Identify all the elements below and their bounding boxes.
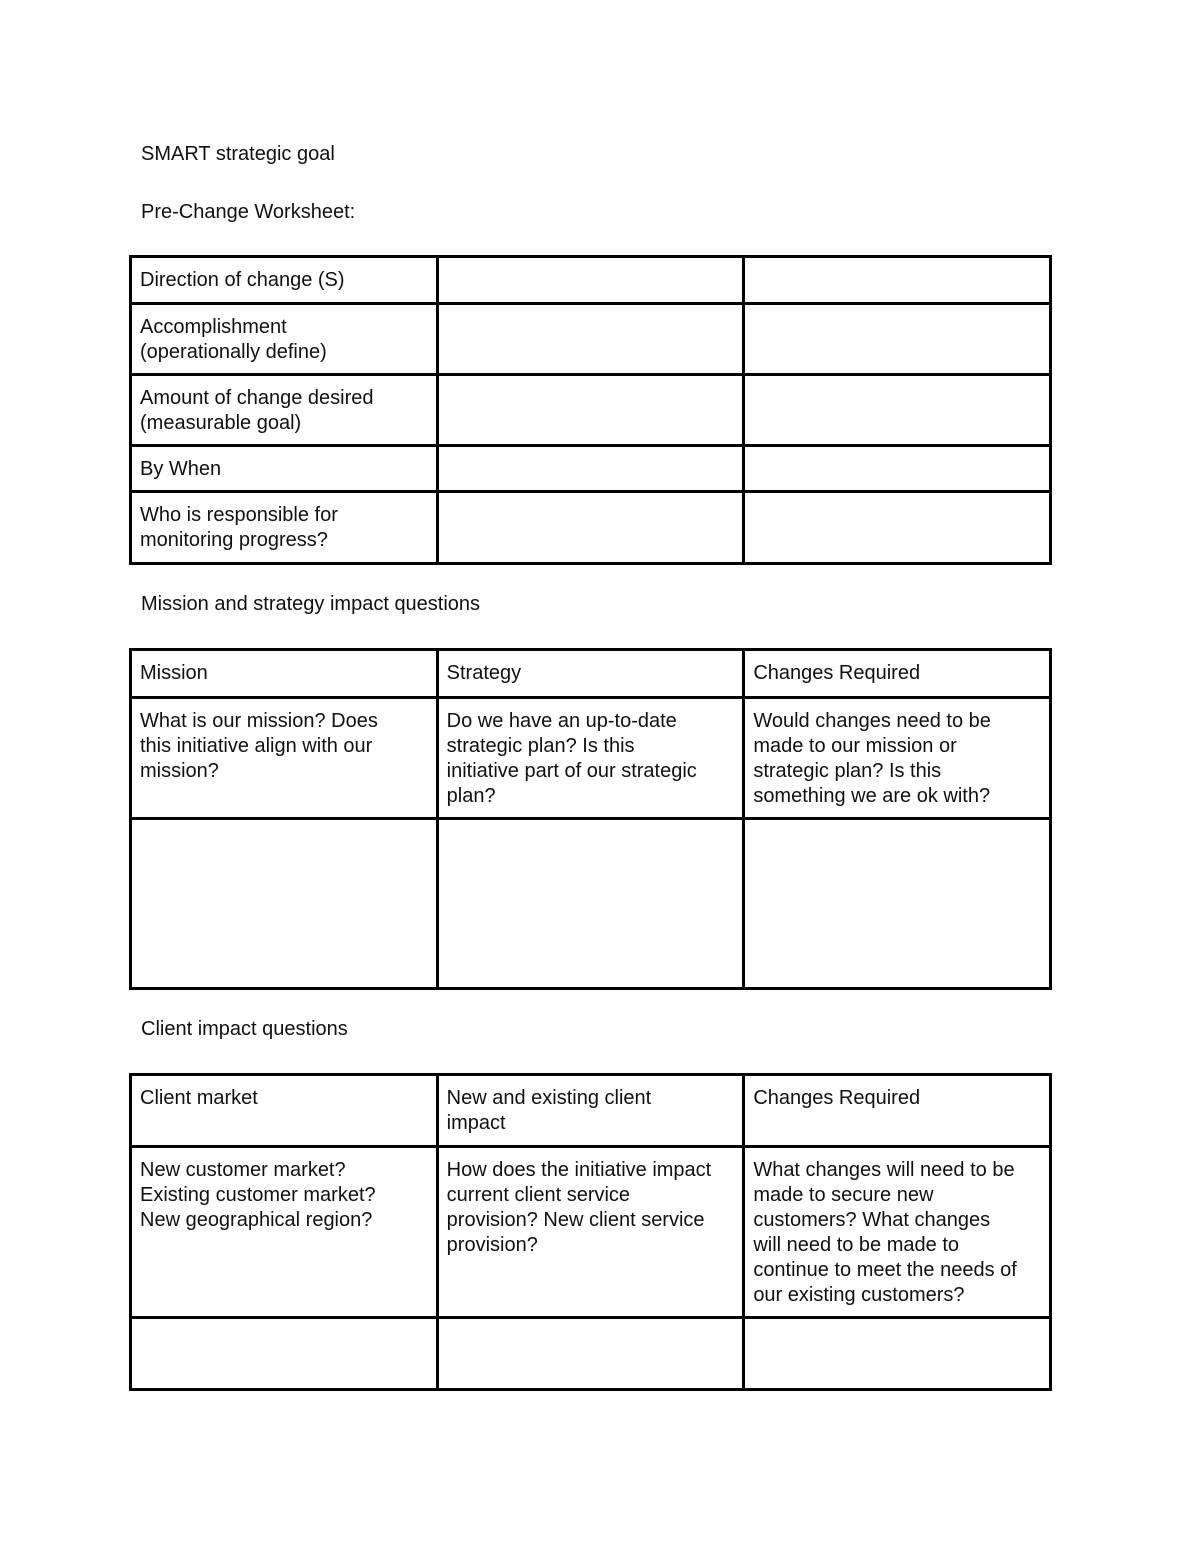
input-cell[interactable]	[437, 492, 744, 564]
mission-strategy-table	[129, 648, 1052, 990]
answer-cell[interactable]	[131, 819, 438, 989]
question-cell: Do we have an up-to-date strategic plan? Is this initiative part of our strategic plan?	[437, 698, 744, 819]
input-cell[interactable]	[744, 492, 1051, 564]
row-label: By When	[131, 446, 438, 492]
answer-cell[interactable]	[744, 819, 1051, 989]
column-header: New and existing client impact	[437, 1075, 744, 1147]
input-cell[interactable]	[437, 375, 744, 446]
table-header-row	[131, 1075, 1051, 1147]
answer-cell[interactable]	[131, 1318, 438, 1390]
answer-cell[interactable]	[744, 1318, 1051, 1390]
input-cell[interactable]	[437, 304, 744, 375]
input-cell[interactable]	[744, 257, 1051, 304]
table-row	[131, 1147, 1051, 1318]
column-header: Client market	[131, 1075, 438, 1147]
row-label: Who is responsible for monitoring progress?	[131, 492, 438, 564]
table-row	[131, 304, 1051, 375]
column-header: Changes Required	[744, 1075, 1051, 1147]
row-label: Direction of change (S)	[131, 257, 438, 304]
column-header: Mission	[131, 650, 438, 698]
client-impact-table	[129, 1073, 1052, 1391]
mission-section-heading: Mission and strategy impact questions	[141, 593, 481, 615]
table-row	[131, 819, 1051, 989]
question-cell: New customer market? Existing customer market? New geographical region?	[131, 1147, 438, 1318]
client-section-heading: Client impact questions	[141, 1018, 348, 1040]
row-label: Accomplishment (operationally define)	[131, 304, 438, 375]
table-row	[131, 257, 1051, 304]
question-cell: What is our mission? Does this initiative align with our mission?	[131, 698, 438, 819]
input-cell[interactable]	[744, 304, 1051, 375]
question-cell: What changes will need to be made to secure new customers? What changes will need to be made to continue to meet the needs of our existing customers?	[744, 1147, 1051, 1318]
question-cell: How does the initiative impact current client service provision? New client service provision?	[437, 1147, 744, 1318]
column-header: Strategy	[437, 650, 744, 698]
smart-goal-table	[129, 255, 1052, 565]
table-row	[131, 1318, 1051, 1390]
row-label: Amount of change desired (measurable goal)	[131, 375, 438, 446]
document-title: SMART strategic goal	[141, 143, 335, 165]
table-header-row	[131, 650, 1051, 698]
question-cell: Would changes need to be made to our mission or strategic plan? Is this something we are ok with?	[744, 698, 1051, 819]
column-header: Changes Required	[744, 650, 1051, 698]
worksheet-subtitle: Pre-Change Worksheet:	[141, 201, 356, 223]
table-row	[131, 698, 1051, 819]
table-row	[131, 375, 1051, 446]
answer-cell[interactable]	[437, 819, 744, 989]
input-cell[interactable]	[744, 446, 1051, 492]
answer-cell[interactable]	[437, 1318, 744, 1390]
input-cell[interactable]	[437, 446, 744, 492]
input-cell[interactable]	[437, 257, 744, 304]
table-row	[131, 446, 1051, 492]
input-cell[interactable]	[744, 375, 1051, 446]
table-row	[131, 492, 1051, 564]
